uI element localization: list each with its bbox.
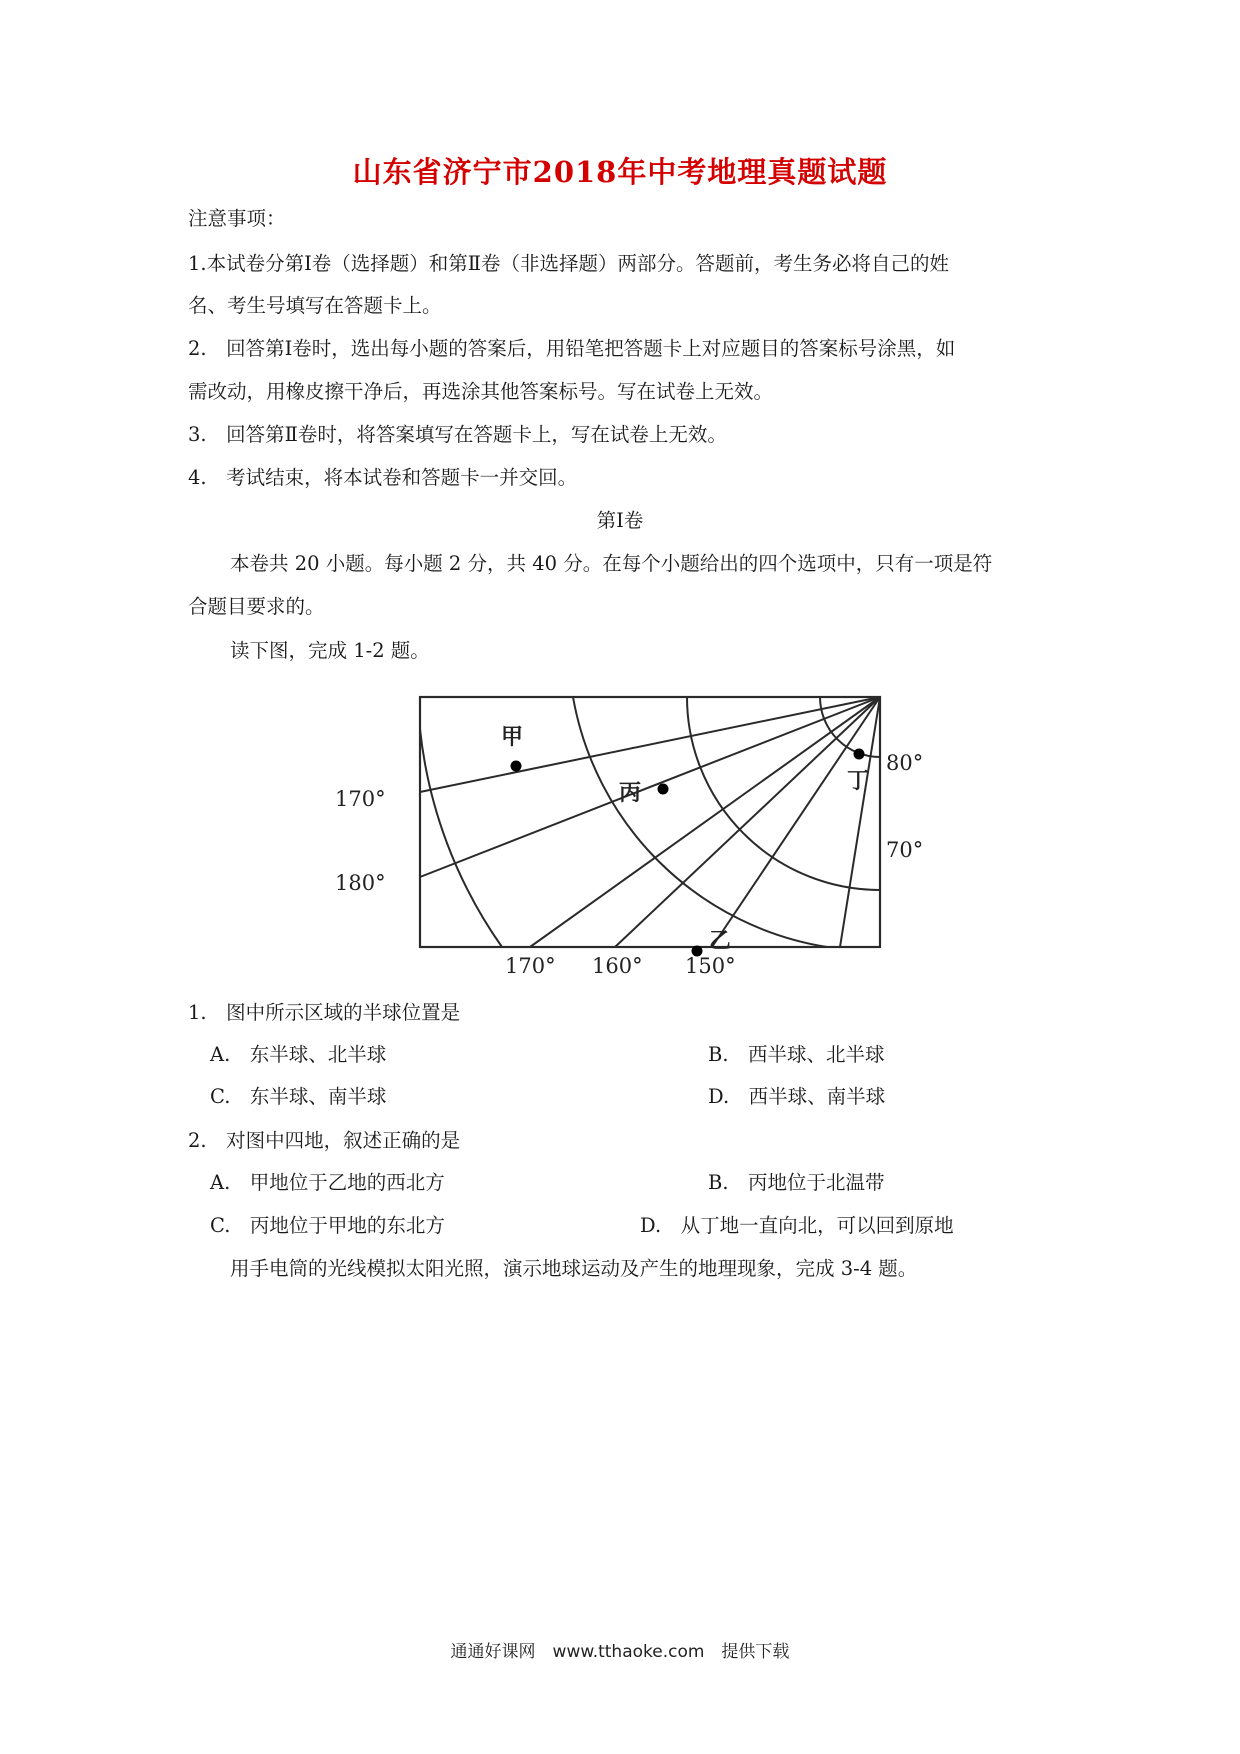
lon-label-bottom-150: 150° [685,954,736,978]
notice-line: 1.本试卷分第Ⅰ卷（选择题）和第Ⅱ卷（非选择题）两部分。答题前，考生务必将自己的姓 [188,252,950,275]
meridian-line [840,697,880,947]
option-b: B. 丙地位于北温带 [708,1171,885,1194]
section-intro: 本卷共 20 小题。每小题 2 分，共 40 分。在每个小题给出的四个选项中，只有一项是符 [230,552,993,575]
question-stem: 2. 对图中四地，叙述正确的是 [188,1129,461,1152]
lat-label-70: 70° [886,838,924,862]
point-jia [511,761,522,772]
notice-line: 3. 回答第Ⅱ卷时，将答案填写在答题卡上，写在试卷上无效。 [188,423,727,446]
lat-label-80: 80° [886,751,924,775]
read-prompt: 读下图，完成 1-2 题。 [230,639,430,662]
next-prompt: 用手电筒的光线模拟太阳光照，演示地球运动及产生的地理现象，完成 3-4 题。 [230,1257,918,1280]
map-frame [420,697,880,947]
latitude-arc [420,729,502,947]
notice-line: 需改动，用橡皮擦干净后，再选涂其他答案标号。写在试卷上无效。 [188,380,774,403]
option-d: D. 从丁地一直向北，可以回到原地 [640,1214,954,1237]
label-yi: 乙 [709,928,732,954]
lon-label-bottom-160: 160° [592,954,643,978]
notice-heading: 注意事项： [188,207,286,230]
graticule-figure [335,672,945,978]
lon-label-left-180: 180° [335,871,386,895]
lon-label-bottom-170: 170° [505,954,556,978]
option-c: C. 丙地位于甲地的东北方 [210,1214,445,1237]
meridian-line [420,697,880,792]
notice-line: 2. 回答第Ⅰ卷时，选出每小题的答案后，用铅笔把答题卡上对应题目的答案标号涂黑，如 [188,337,956,360]
point-ding [854,749,865,760]
option-a: A. 东半球、北半球 [210,1043,387,1066]
option-d: D. 西半球、南半球 [708,1085,886,1108]
notice-line: 4. 考试结束，将本试卷和答题卡一并交回。 [188,466,578,489]
option-c: C. 东半球、南半球 [210,1085,387,1108]
option-a: A. 甲地位于乙地的西北方 [210,1171,445,1194]
point-bing [658,784,669,795]
page-title: 山东省济宁市2018年中考地理真题试题 [352,155,888,189]
section-heading: 第Ⅰ卷 [596,509,644,532]
label-bing: 丙 [619,780,642,806]
meridian-line [712,697,880,947]
meridian-line [420,697,880,877]
option-b: B. 西半球、北半球 [708,1043,885,1066]
meridian-line [615,697,880,947]
section-intro: 合题目要求的。 [188,595,325,618]
label-jia: 甲 [501,724,524,750]
footer-credit: 通通好课网 www.tthaoke.com 提供下载 [450,1642,790,1662]
notice-line: 名、考生号填写在答题卡上。 [188,294,442,317]
label-ding: 丁 [847,768,870,794]
question-stem: 1. 图中所示区域的半球位置是 [188,1001,461,1024]
lon-label-left-170: 170° [335,787,386,811]
